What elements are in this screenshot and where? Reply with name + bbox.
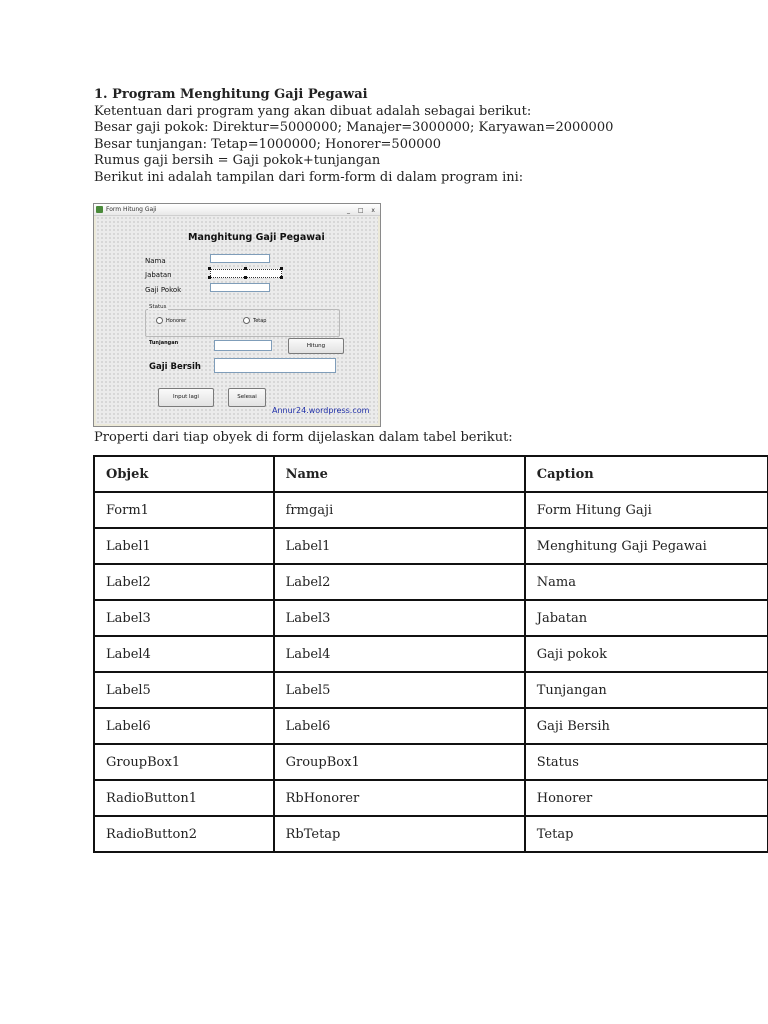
cell-name: GroupBox1: [274, 744, 525, 780]
selection-handle: [280, 276, 283, 279]
table-row: [94, 492, 768, 528]
gaji-pokok-textbox: [210, 283, 270, 292]
radio-tetap: [243, 317, 266, 324]
cell-objek: GroupBox1: [94, 744, 274, 780]
cell-objek: Label3: [94, 600, 274, 636]
form-titlebar: [94, 204, 380, 216]
table-row: [94, 744, 768, 780]
cell-objek: RadioButton1: [94, 780, 274, 816]
cell-name: Label1: [274, 528, 525, 564]
cell-objek: Label6: [94, 708, 274, 744]
cell-objek: Label4: [94, 636, 274, 672]
properties-table: [93, 455, 768, 853]
cell-caption: Gaji pokok: [525, 636, 768, 672]
radio-honorer-label: Honorer: [166, 318, 187, 324]
form-screenshot: [93, 203, 381, 427]
cell-caption: Tunjangan: [525, 672, 768, 708]
document-body: [94, 87, 768, 186]
cell-caption: Tetap: [525, 816, 768, 852]
watermark-url: Annur24.wordpress.com: [272, 406, 370, 415]
selection-handle: [208, 267, 211, 270]
cell-objek: Label2: [94, 564, 274, 600]
cell-name: Label5: [274, 672, 525, 708]
input-lagi-button: Input lagi: [158, 388, 214, 407]
tunjangan-line: Besar tunjangan: Tetap=1000000; Honorer=500000: [94, 136, 442, 152]
selection-handle: [280, 267, 283, 270]
gaji-pokok-line: Besar gaji pokok: Direktur=5000000; Manajer=3000000; Karyawan=2000000: [94, 120, 614, 135]
selection-handle: [244, 276, 247, 279]
header-objek: Objek: [94, 456, 274, 492]
cell-caption: Jabatan: [525, 600, 768, 636]
label-gaji-pokok: Gaji Pokok: [145, 286, 182, 294]
form-window-title: Form Hitung Gaji: [106, 206, 157, 213]
radio-circle-icon: [243, 317, 250, 324]
label-gaji-bersih: Gaji Bersih: [149, 362, 201, 372]
formula-line: Rumus gaji bersih = Gaji pokok+tunjangan: [94, 153, 381, 168]
table-row: [94, 636, 768, 672]
cell-objek: Label1: [94, 528, 274, 564]
cell-name: RbHonorer: [274, 780, 525, 816]
selesai-button: Selesai: [228, 388, 266, 407]
table-intro-block: [94, 430, 768, 447]
cell-objek: Label5: [94, 672, 274, 708]
hitung-button: Hitung: [288, 338, 344, 354]
label-nama: Nama: [145, 257, 166, 265]
cell-caption: Form Hitung Gaji: [525, 492, 768, 528]
nama-textbox: [210, 254, 270, 263]
table-header-row: [94, 456, 768, 492]
table-row: [94, 780, 768, 816]
header-name: Name: [274, 456, 525, 492]
table-row: [94, 528, 768, 564]
label-tunjangan: Tunjangan: [149, 340, 179, 346]
header-caption: Caption: [525, 456, 768, 492]
form-design-canvas: [96, 216, 378, 424]
cell-name: Label2: [274, 564, 525, 600]
selection-handle: [244, 267, 247, 270]
cell-name: Label6: [274, 708, 525, 744]
intro-line: Ketentuan dari program yang akan dibuat adalah sebagai berikut:: [94, 103, 532, 119]
table-row: [94, 708, 768, 744]
form-heading: Manghitung Gaji Pegawai: [188, 232, 325, 243]
cell-name: Label4: [274, 636, 525, 672]
label-jabatan: Jabatan: [145, 271, 172, 279]
radio-circle-icon: [156, 317, 163, 324]
status-group-caption: Status: [149, 304, 167, 310]
table-row: [94, 600, 768, 636]
cell-caption: Gaji Bersih: [525, 708, 768, 744]
window-control-icons: _ □ x: [346, 207, 378, 214]
cell-caption: Nama: [525, 564, 768, 600]
cell-caption: Honorer: [525, 780, 768, 816]
section-title: 1. Program Menghitung Gaji Pegawai: [94, 87, 368, 102]
radio-tetap-label: Tetap: [253, 318, 267, 324]
table-row: [94, 564, 768, 600]
selection-handle: [208, 276, 211, 279]
gaji-bersih-textbox: [214, 358, 336, 373]
cell-objek: Form1: [94, 492, 274, 528]
cell-caption: Menghitung Gaji Pegawai: [525, 528, 768, 564]
tunjangan-textbox: [214, 340, 272, 351]
cell-name: RbTetap: [274, 816, 525, 852]
app-icon: [96, 206, 103, 213]
cell-name: Label3: [274, 600, 525, 636]
table-row: [94, 672, 768, 708]
cell-name: frmgaji: [274, 492, 525, 528]
cell-caption: Status: [525, 744, 768, 780]
table-row: [94, 816, 768, 852]
table-intro: Properti dari tiap obyek di form dijelaskan dalam tabel berikut:: [94, 430, 513, 445]
radio-honorer: [156, 317, 186, 324]
form-intro-line: Berikut ini adalah tampilan dari form-form di dalam program ini:: [94, 169, 524, 185]
cell-objek: RadioButton2: [94, 816, 274, 852]
